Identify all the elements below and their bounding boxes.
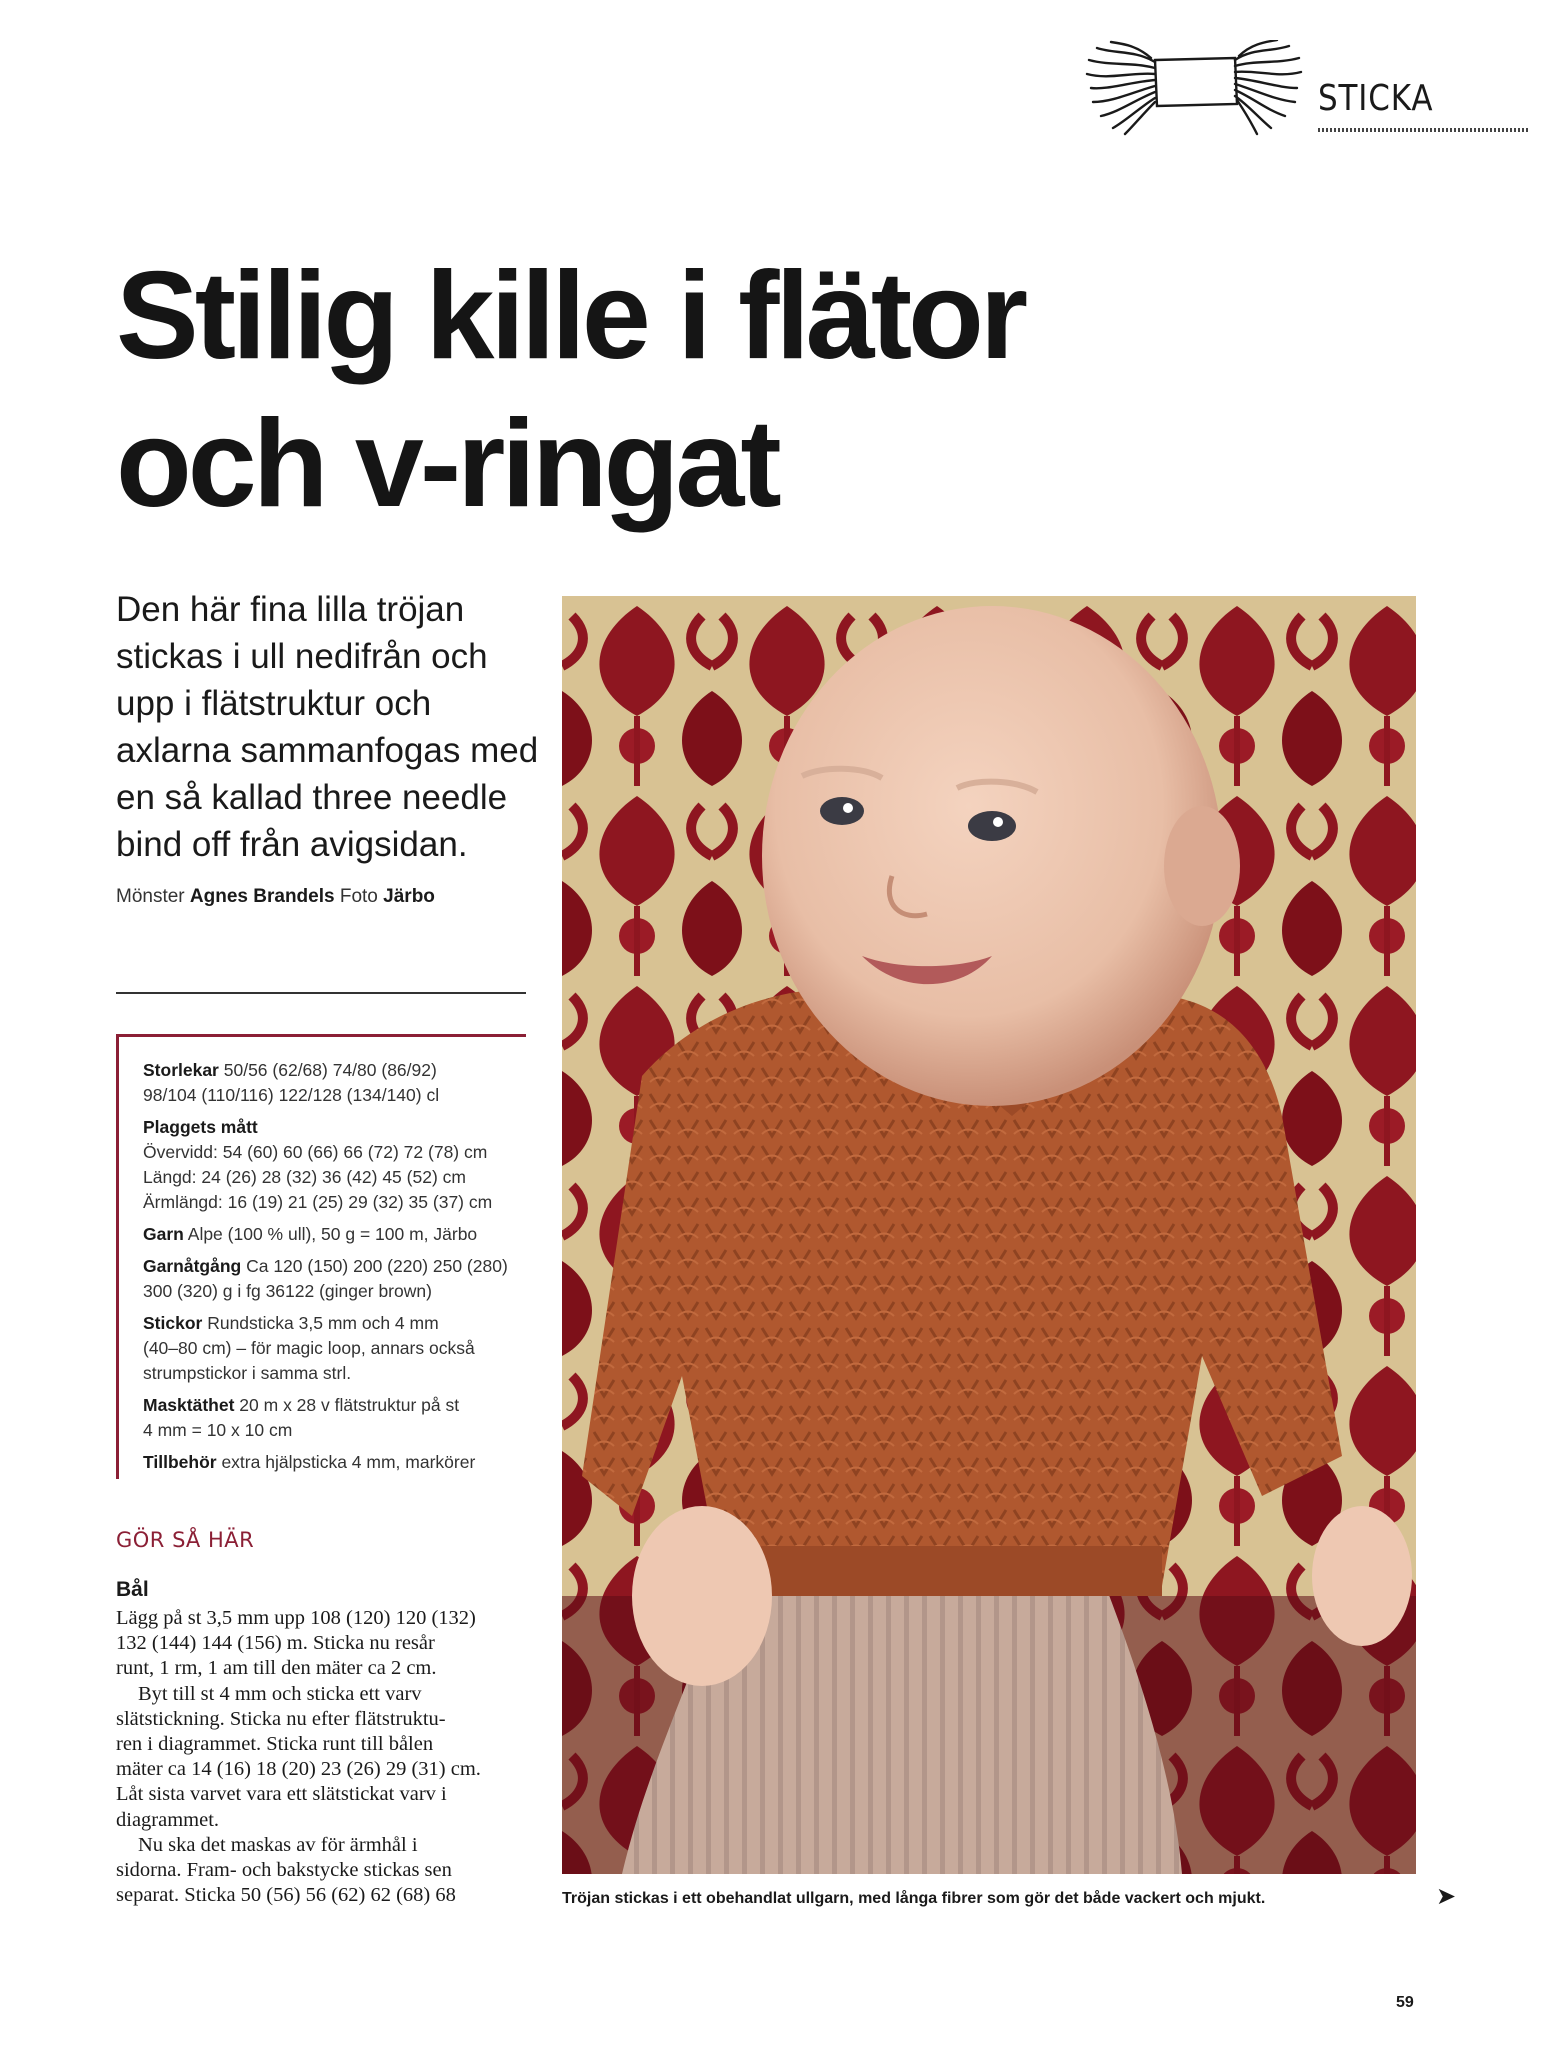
fact-value: Längd: 24 (26) 28 (32) 36 (42) 45 (52) cm: [143, 1167, 466, 1187]
fact-value: strumpstickor i samma strl.: [143, 1363, 352, 1383]
fact-value: Övervidd: 54 (60) 60 (66) 66 (72) 72 (78) cm: [143, 1142, 488, 1162]
photo-label: Foto: [339, 886, 378, 907]
body-line: Nu ska det maskas av för ärmhål i: [138, 1833, 418, 1856]
fact-value: 50/56 (62/68) 74/80 (86/92): [223, 1060, 437, 1080]
fact-gauge: [143, 1393, 528, 1443]
body-line: Lägg på st 3,5 mm upp 108 (120) 120 (132): [116, 1607, 476, 1629]
instructions-heading: Bål: [116, 1578, 149, 1601]
divider: [116, 992, 526, 994]
body-line: ren i diagrammet. Sticka runt till bålen: [116, 1733, 434, 1756]
fact-sizes: [143, 1058, 528, 1108]
photo-caption: Tröjan stickas i ett obehandlat ullgarn, med långa fibrer som gör det både vackert och mjukt.: [562, 1890, 1266, 1907]
fact-label: Stickor: [143, 1313, 203, 1333]
fact-value: extra hjälpsticka 4 mm, markörer: [221, 1452, 476, 1472]
title-line-2: och v-ringat: [116, 395, 778, 533]
fact-value: (40–80 cm) – för magic loop, annars också: [143, 1338, 475, 1358]
fact-label: Plaggets mått: [143, 1117, 258, 1137]
article-title: [116, 242, 1316, 538]
body-line: diagrammet.: [116, 1808, 220, 1831]
fact-label: Garnåtgång: [143, 1256, 242, 1276]
instructions-body: [116, 1606, 536, 1908]
intro-line: stickas i ull nedifrån och: [116, 637, 488, 676]
fact-value: Ca 120 (150) 200 (220) 250 (280): [246, 1256, 508, 1276]
pattern-author: Agnes Brandels: [189, 886, 335, 907]
intro-line: Den här fina lilla tröjan: [116, 590, 465, 629]
arrow-right-icon: ➤: [1436, 1883, 1457, 1910]
fact-yarn: [143, 1222, 528, 1247]
fact-label: Tillbehör: [143, 1452, 217, 1472]
page-number: 59: [1396, 1994, 1414, 2011]
fact-measurements: [143, 1115, 528, 1215]
body-line: Byt till st 4 mm och sticka ett varv: [138, 1682, 422, 1705]
fact-box: [143, 1058, 528, 1482]
intro-line: en så kallad three needle: [116, 778, 508, 817]
baby-sweater-photo: [562, 596, 1416, 1874]
fact-label: Garn: [143, 1224, 184, 1244]
section-label: STICKA: [1318, 78, 1434, 119]
body-line: mäter ca 14 (16) 18 (20) 23 (26) 29 (31) cm.: [116, 1758, 481, 1781]
intro-line: upp i flätstruktur och: [116, 684, 432, 723]
fact-yarn-usage: [143, 1254, 528, 1304]
fact-value: 300 (320) g i fg 36122 (ginger brown): [143, 1281, 432, 1301]
intro-line: bind off från avigsidan.: [116, 825, 468, 864]
section-rule: [1318, 128, 1528, 132]
body-line: separat. Sticka 50 (56) 56 (62) 62 (68) 68: [116, 1884, 456, 1907]
fact-value: 4 mm = 10 x 10 cm: [143, 1420, 293, 1440]
credits: [116, 886, 435, 908]
body-line: 132 (144) 144 (156) m. Sticka nu resår: [116, 1632, 435, 1655]
fact-value: 98/104 (110/116) 122/128 (134/140) cl: [143, 1085, 440, 1105]
body-line: slätstickning. Sticka nu efter flätstruktu-: [116, 1707, 446, 1730]
photo-credit: Järbo: [383, 886, 435, 907]
body-line: sidorna. Fram- och bakstycke stickas sen: [116, 1859, 452, 1882]
fact-value: 20 m x 28 v flätstruktur på st: [239, 1395, 460, 1415]
fact-label: Storlekar: [143, 1060, 219, 1080]
body-line: Låt sista varvet vara ett slätstickat varv i: [116, 1783, 447, 1806]
fact-value: Rundsticka 3,5 mm och 4 mm: [207, 1313, 439, 1333]
intro-line: axlarna sammanfogas med: [116, 731, 539, 770]
instructions-subhead: GÖR SÅ HÄR: [116, 1528, 255, 1552]
fact-value: Alpe (100 % ull), 50 g = 100 m, Järbo: [187, 1224, 478, 1244]
intro-paragraph: [116, 586, 546, 868]
body-line: runt, 1 rm, 1 am till den mäter ca 2 cm.: [116, 1657, 437, 1680]
fact-needles: [143, 1311, 528, 1386]
fact-value: Ärmlängd: 16 (19) 21 (25) 29 (32) 35 (37) cm: [143, 1192, 493, 1212]
yarn-skein-icon: [1085, 40, 1303, 136]
title-line-1: Stilig kille i flätor: [116, 247, 1025, 385]
fact-label: Masktäthet: [143, 1395, 235, 1415]
fact-accessories: [143, 1450, 528, 1475]
pattern-label: Mönster: [116, 886, 185, 907]
